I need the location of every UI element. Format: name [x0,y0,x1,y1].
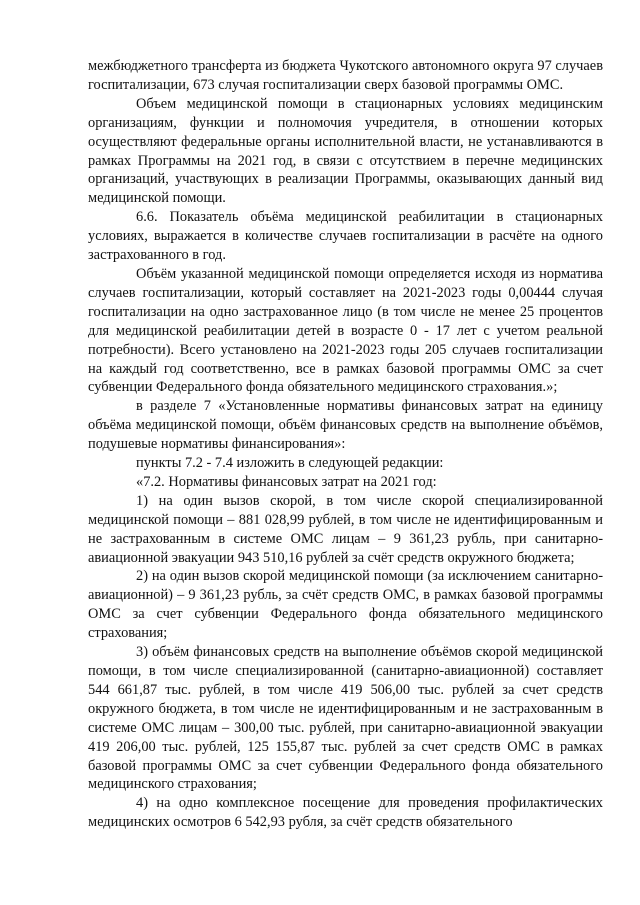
paragraph-federal-organizations: Объем медицинской помощи в стационарных условиях медицинским организациям, функции и полномочия учредителя, в отношении которых осуществляют федеральные органы исполнительной власти, не устанавливаются в рамках Программы на 2021 год, в связи с отсутствием в перечне медицинских организаций, участвующих в реализации Программы, оказывающих данный вид медицинской помощи. [88,95,603,207]
paragraph-item-1: 1) на один вызов скорой, в том числе скорой специализированной медицинской помощи – 881 028,99 рублей, в том числе не идентифицированным и не застрахованным в системе ОМС лицам – 9 361,23 рубль, при санитарно-авиационной эвакуации 943 510,16 рублей за счёт средств окружного бюджета; [88,492,603,566]
paragraph-item-3: 3) объём финансовых средств на выполнение объёмов скорой медицинской помощи, в том числе специализированной (санитарно-авиационной) составляет 544 661,87 тыс. рублей, в том числе 419 506,00 тыс. рублей за счет средств окружного бюджета, в том числе не идентифицированным и не застрахованным в системе ОМС лицам – 300,00 тыс. рублей, при санитарно-авиационной эвакуации 419 206,00 тыс. рублей, 125 155,87 тыс. рублей за счет средств ОМС в рамках базовой программы ОМС за счет субвенции Федерального фонда обязательного медицинского страхования; [88,644,603,793]
paragraph-item-2: 2) на один вызов скорой медицинской помощи (за исключением санитарно-авиационной) – 9 361,23 рубль, за счёт средств ОМС, в рамках базовой программы ОМС за счет субвенции Федерального фонда обязательного медицинского страхования; [88,568,603,642]
paragraph-items-7-2-7-4: пункты 7.2 - 7.4 изложить в следующей редакции: [136,455,444,472]
paragraph-section-7: в разделе 7 «Установленные нормативы финансовых затрат на единицу объёма медицинской помощи, объём финансовых средств на выполнение объёмов, подушевые нормативы финансирования»: [88,398,603,453]
paragraph-continuation: межбюджетного трансферта из бюджета Чукотского автономного округа 97 случаев госпитализации, 673 случая госпитализации сверх базовой программы ОМС. [88,58,603,93]
document-page [88,57,603,832]
paragraph-rehab-volume: Объём указанной медицинской помощи определяется исходя из норматива случаев госпитализации, который составляет на 2021-2023 годы 0,00444 случая госпитализации на одно застрахованное лицо (в том числе не менее 25 процентов для медицинской реабилитации детей в возрасте 0 - 17 лет с учетом реальной потребности). Всего установлено на 2021-2023 годы 205 случаев госпитализации на каждый год соответственно, все в рамках базовой программы ОМС за счет субвенции Федерального фонда обязательного медицинского страхования.»; [88,265,603,396]
paragraph-6-6: 6.6. Показатель объёма медицинской реабилитации в стационарных условиях, выражается в количестве случаев госпитализации в расчёте на одного застрахованного в год. [88,209,603,264]
paragraph-item-4: 4) на одно комплексное посещение для проведения профилактических медицинских осмотров 6 542,93 рубля, за счёт средств обязательного [88,795,603,831]
paragraph-7-2-heading: «7.2. Нормативы финансовых затрат на 2021 год: [136,473,437,490]
